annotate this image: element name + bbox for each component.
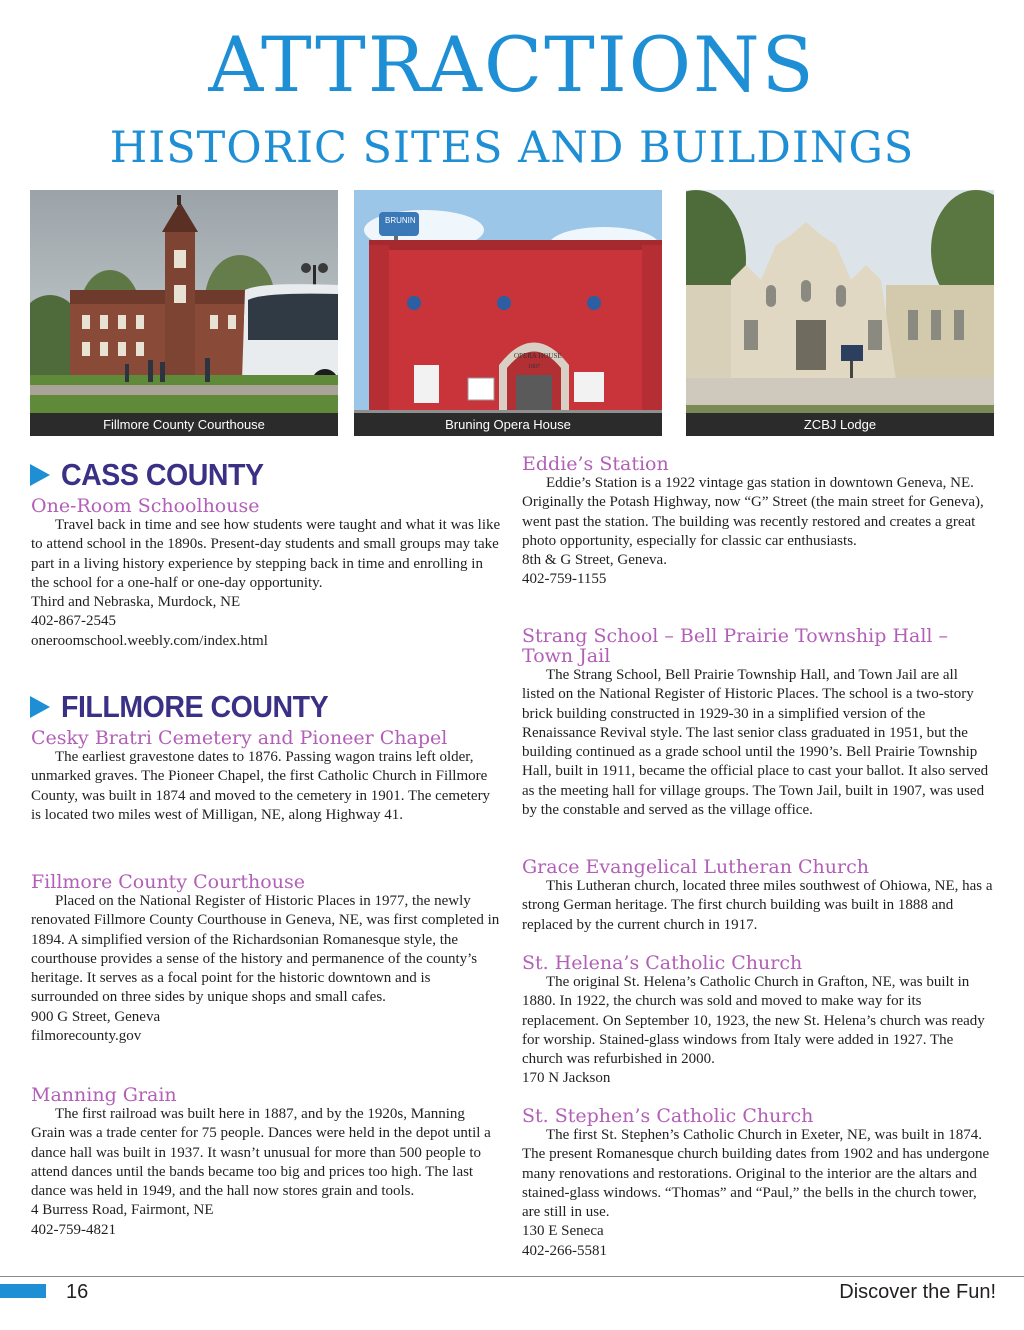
entry-eddies-station xyxy=(522,454,994,590)
page-subtitle: HISTORIC SITES AND BUILDINGS xyxy=(109,123,915,173)
photo-zcbj-lodge xyxy=(686,190,994,436)
entry-address: 130 E Seneca xyxy=(522,1223,604,1240)
entry-address: 170 N Jackson xyxy=(522,1070,611,1087)
page-number: 16 xyxy=(66,1281,89,1303)
fillmore-county-heading xyxy=(30,689,351,725)
entry-address: Third and Nebraska, Murdock, NE xyxy=(31,594,241,611)
entry-website: oneroomschool.weebly.com/index.html xyxy=(31,632,268,649)
entry-body: The original St. Helena’s Catholic Church in Grafton, NE, was built in 1880. In 1922, the church was sold and moved to make way for its replacement. On September 10, 1923, the new St. Helena’s church was ready for worship. Stained-glass windows from Italy were added in 1927. The church was refurbished in 2000. xyxy=(522,974,985,1068)
footer-accent-bar xyxy=(0,1284,46,1298)
entry-address: 4 Burress Road, Fairmont, NE xyxy=(31,1202,214,1219)
cass-county-heading xyxy=(30,457,281,493)
entry-fillmore-courthouse xyxy=(31,872,501,1046)
entry-body: Placed on the National Register of Historic Places in 1977, the newly renovated Fillmore County Courthouse in Geneva, NE, was first completed in 1894. A simplified version of the Richardsonian Romanesque style, the courthouse provides a sense of the history and permanence of the county’s heritage. It serves as a focal point for the historic downtown and is surrounded on three sides by unique shops and small cafes. xyxy=(31,893,500,1006)
entry-title: Eddie’s Station xyxy=(522,453,669,475)
entry-manning-grain xyxy=(31,1085,501,1240)
photo-caption: ZCBJ Lodge xyxy=(686,413,994,436)
entry-title: Cesky Bratri Cemetery and Pioneer Chapel xyxy=(31,727,448,749)
entry-cesky-bratri xyxy=(31,728,501,825)
entry-title: St. Stephen’s Catholic Church xyxy=(522,1105,814,1127)
entry-phone: 402-266-5581 xyxy=(522,1242,607,1259)
entry-body: The earliest gravestone dates to 1876. Passing wagon trains left older, unmarked graves. The Pioneer Chapel, the first Catholic Church in Fillmore County, was built in 1874 and moved to the cemetery in 1901. The cemetery is located two miles west of Milligan, NE, along Highway 41. xyxy=(31,749,491,823)
photo-caption: Fillmore County Courthouse xyxy=(30,413,338,436)
footer-divider xyxy=(0,1276,1024,1277)
entry-body: The Strang School, Bell Prairie Township Hall, and Town Jail are all listed on the National Register of Historic Places. The school is a two-story brick building constructed in 1929-30 in a simplified version of the Renaissance Revival style. The last senior class graduated in 1951, but the building continued as a grade school until the 1990’s. Bell Prairie Township Hall, built in 1911, became the official place to cast your ballot. It also served as the meeting hall for village groups. The Town Jail, built in 1907, was used by the constable and served as the village office. xyxy=(522,667,989,819)
courthouse-illustration xyxy=(30,190,338,436)
opera-house-illustration xyxy=(354,190,662,436)
county-label: CASS COUNTY xyxy=(61,457,264,492)
entry-grace-lutheran xyxy=(522,857,994,935)
entry-body: This Lutheran church, located three miles southwest of Ohiowa, NE, has a strong German heritage. The first church building was built in 1888 and replaced by the current church in 1917. xyxy=(522,878,993,933)
water-tower-sign: BRUNIN xyxy=(385,216,416,225)
county-label: FILLMORE COUNTY xyxy=(61,689,329,724)
entry-title: Strang School – Bell Prairie Township Hall – Town Jail xyxy=(522,625,949,667)
entry-address: 900 G Street, Geneva xyxy=(31,1008,161,1025)
entry-phone: 402-867-2545 xyxy=(31,613,116,630)
entry-title: One-Room Schoolhouse xyxy=(31,495,260,517)
entry-body: The first railroad was built here in 1887, and by the 1920s, Manning Grain was a trade center for 75 people. Dances were held in the depot until a dance hall was built in 1937. It wasn’t unusual for more than 500 people to attend dances until the bands became too big and prices too high. The last dance was held in 1949, and the hall now stores grain and tools. xyxy=(31,1106,491,1200)
entry-title: St. Helena’s Catholic Church xyxy=(522,952,803,974)
lodge-illustration xyxy=(686,190,994,436)
entry-strang-school xyxy=(522,626,994,820)
footer-tagline: Discover the Fun! xyxy=(839,1281,996,1303)
entry-title: Fillmore County Courthouse xyxy=(31,871,305,893)
entry-address: 8th & G Street, Geneva. xyxy=(522,552,667,569)
photo-caption: Bruning Opera House xyxy=(354,413,662,436)
entry-phone: 402-759-4821 xyxy=(31,1221,116,1238)
entry-st-helenas xyxy=(522,953,994,1089)
triangle-bullet-icon xyxy=(30,464,50,486)
entry-body: The first St. Stephen’s Catholic Church in Exeter, NE, was built in 1874. The present Romanesque church building dates from 1902 and has undergone many renovations and restorations. Original to the interior are the altars and stained-glass windows. “Thomas” and “Paul,” the bells in the church tower, are still in use. xyxy=(522,1127,990,1221)
photo-opera-house xyxy=(354,190,662,436)
entry-title: Grace Evangelical Lutheran Church xyxy=(522,856,869,878)
entry-website: filmorecounty.gov xyxy=(31,1028,142,1045)
triangle-bullet-icon xyxy=(30,696,50,718)
page-title: ATTRACTIONS xyxy=(208,20,816,109)
photo-courthouse xyxy=(30,190,338,436)
entry-st-stephens xyxy=(522,1106,994,1261)
arch-text: OPERA HOUSE xyxy=(514,352,562,360)
entry-body: Eddie’s Station is a 1922 vintage gas station in downtown Geneva, NE. Originally the Potash Highway, now “G” Street (the main street for Geneva), went past the station. The building was recently restored and creates a great photo opportunity, especially for classic car enthusiasts. xyxy=(522,475,984,549)
arch-year: 1907 xyxy=(528,364,540,370)
entry-title: Manning Grain xyxy=(31,1084,177,1106)
entry-body: Travel back in time and see how students were taught and what it was like to attend school in the 1890s. Present-day students and small groups may take part in a living history experience by stepping back in time and enrolling in the school for a one-half or one-day opportunity. xyxy=(31,517,501,591)
entry-one-room-schoolhouse xyxy=(31,496,501,651)
entry-phone: 402-759-1155 xyxy=(522,571,607,588)
